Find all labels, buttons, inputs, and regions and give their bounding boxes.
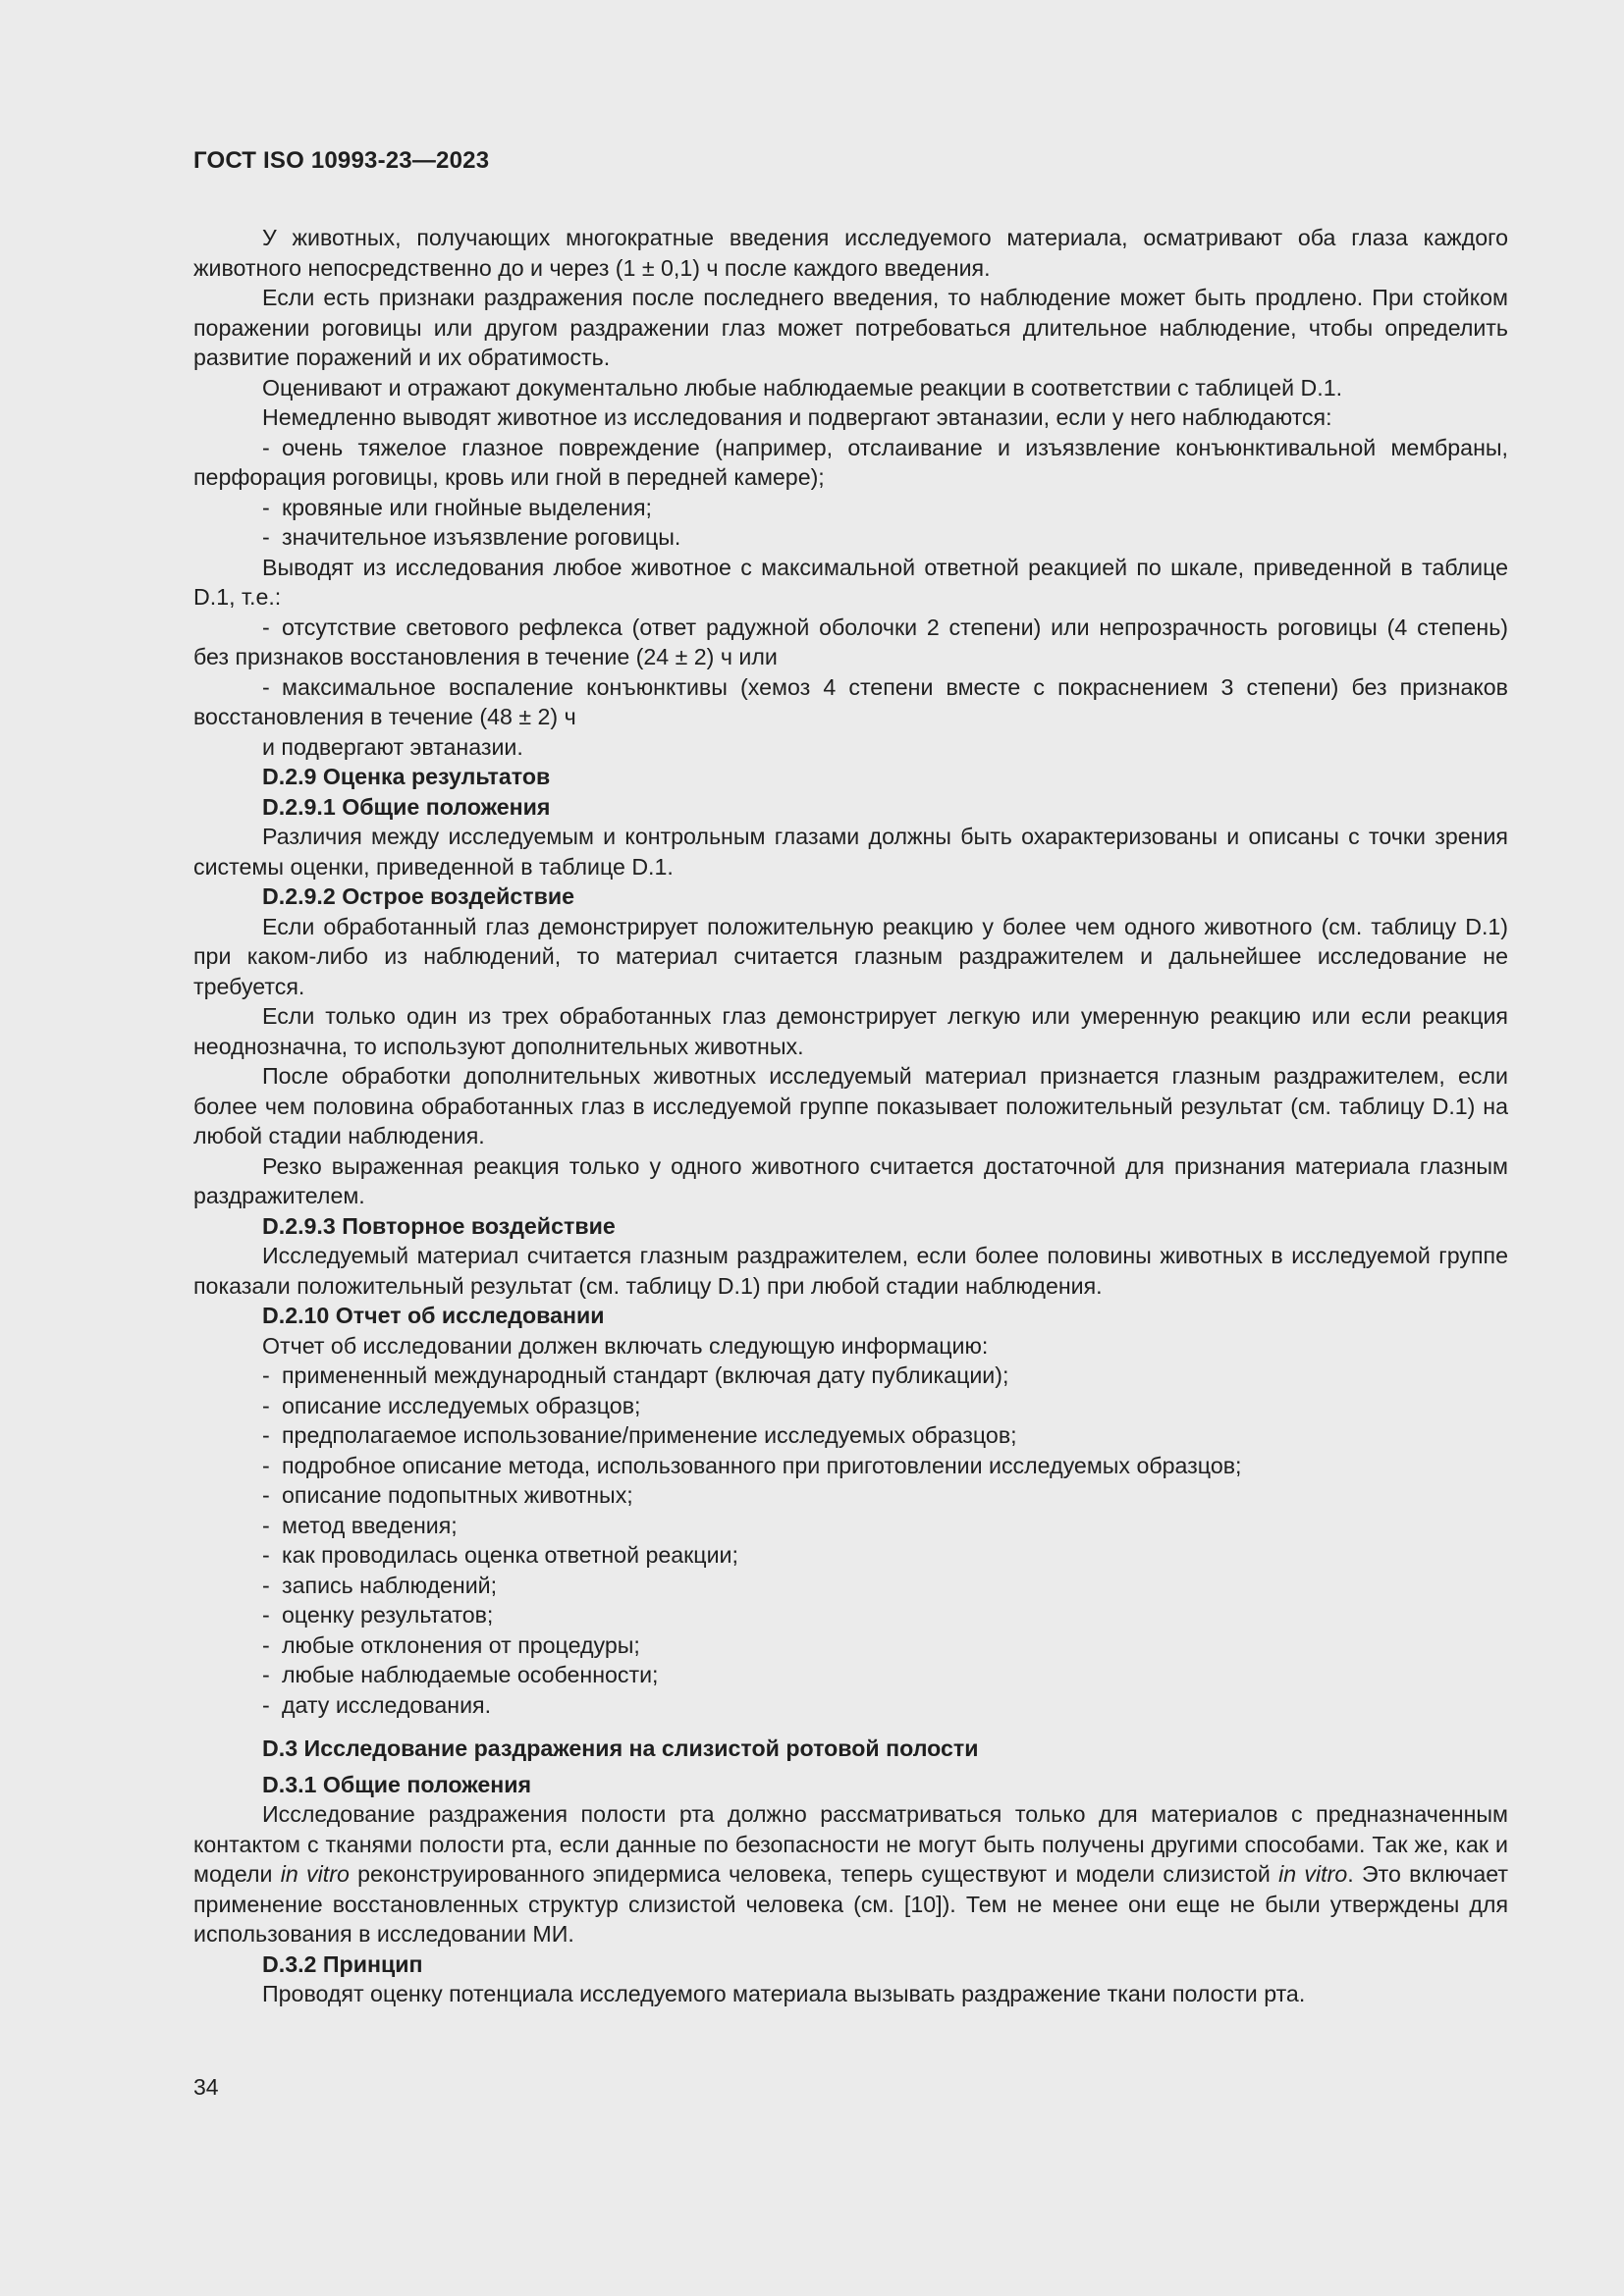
list-item: - метод введения; bbox=[262, 1512, 458, 1538]
subsection-heading: D.3.1 Общие положения bbox=[262, 1771, 532, 1797]
paragraph: Немедленно выводят животное из исследования и подвергают эвтаназии, если у него наблюдаются: bbox=[262, 404, 1332, 430]
list-item: - как проводилась оценка ответной реакции; bbox=[262, 1542, 738, 1568]
page-number: 34 bbox=[193, 2074, 219, 2100]
list-item: - описание исследуемых образцов; bbox=[262, 1392, 641, 1418]
paragraph: Резко выраженная реакция только у одного животного считается достаточной для признания материала глазным раздражителем. bbox=[193, 1152, 1508, 1208]
section-heading: D.3 Исследование раздражения на слизистой ротовой полости bbox=[262, 1735, 979, 1761]
subsection-heading: D.2.9.1 Общие положения bbox=[262, 793, 551, 820]
list-item: - любые отклонения от процедуры; bbox=[262, 1631, 640, 1658]
section-heading: D.2.9 Оценка результатов bbox=[262, 764, 551, 789]
italic-term: in vitro bbox=[280, 1861, 350, 1887]
list-item: - описание подопытных животных; bbox=[262, 1482, 633, 1508]
list-item: - значительное изъязвление роговицы. bbox=[262, 524, 681, 550]
paragraph: Исследование раздражения полости рта должно рассматриваться только для материалов с предназначенным контактом с тканями полости рта, если данные по безопасности не могут быть получены другими способами. Так же, как и модели in vitro реконструированного эпидермиса человека, теперь существуют и модели слизистой in vitro. Это включает применение восстановленных структур слизистой человека (см. [10]). Тем не менее они еще не были утверждены для использования в исследовании МИ. bbox=[193, 1801, 1508, 1947]
list-item: - подробное описание метода, использованного при приготовлении исследуемых образцов; bbox=[262, 1452, 1242, 1478]
paragraph: Если обработанный глаз демонстрирует положительную реакцию у более чем одного животного (см. таблицу D.1) при каком-либо из наблюдений, то материал считается глазным раздражителем и дальнейшее исследование не требуется. bbox=[193, 913, 1508, 999]
section-heading: D.2.10 Отчет об исследовании bbox=[262, 1303, 605, 1328]
list-item: - дату исследования. bbox=[262, 1691, 492, 1718]
standard-title: ГОСТ ISO 10993-23—2023 bbox=[193, 147, 490, 174]
paragraph: У животных, получающих многократные введения исследуемого материала, осматривают оба глаза каждого животного непосредственно до и через (1 ± 0,1) ч после каждого введения. bbox=[193, 225, 1508, 281]
paragraph: Исследуемый материал считается глазным раздражителем, если более половины животных в исследуемой группе показали положительный результат (см. таблицу D.1) при любой стадии наблюдения. bbox=[193, 1243, 1508, 1299]
paragraph: После обработки дополнительных животных исследуемый материал признается глазным раздражителем, если более чем половина обработанных глаз в исследуемой группе показывает положительный результат (см. таблицу D.1) на любой стадии наблюдения. bbox=[193, 1063, 1508, 1148]
paragraph: Различия между исследуемым и контрольным глазами должны быть охарактеризованы и описаны с точки зрения системы оценки, приведенной в таблице D.1. bbox=[193, 824, 1508, 880]
paragraph: Если есть признаки раздражения после последнего введения, то наблюдение может быть продлено. При стойком поражении роговицы или другом раздражении глаз может потребоваться длительное наблюдение, чтобы определить развитие поражений и их обратимость. bbox=[193, 285, 1508, 370]
list-item: - очень тяжелое глазное повреждение (например, отслаивание и изъязвление конъюнктивальной мембраны, перфорация роговицы, кровь или гной в передней камере); bbox=[193, 434, 1508, 490]
paragraph: Если только один из трех обработанных глаз демонстрирует легкую или умеренную реакцию или если реакция неоднозначна, то используют дополнительных животных. bbox=[193, 1003, 1508, 1059]
list-item: - максимальное воспаление конъюнктивы (хемоз 4 степени вместе с покраснением 3 степени) без признаков восстановления в течение (48 ± 2) ч bbox=[193, 673, 1508, 729]
list-item: - оценку результатов; bbox=[262, 1602, 494, 1628]
list-item: - запись наблюдений; bbox=[262, 1572, 498, 1598]
list-item: - предполагаемое использование/применение исследуемых образцов; bbox=[262, 1422, 1017, 1448]
italic-term: in vitro bbox=[1278, 1861, 1348, 1887]
subsection-heading: D.2.9.2 Острое воздействие bbox=[262, 883, 575, 909]
list-item: - отсутствие светового рефлекса (ответ радужной оболочки 2 степени) или непрозрачность роговицы (4 степень) без признаков восстановления в течение (24 ± 2) ч или bbox=[193, 614, 1508, 669]
list-item: - примененный международный стандарт (включая дату публикации); bbox=[262, 1362, 1009, 1388]
list-item: - любые наблюдаемые особенности; bbox=[262, 1662, 659, 1687]
document-body bbox=[193, 223, 1508, 2009]
paragraph-continuation: и подвергают эвтаназии. bbox=[262, 733, 523, 760]
paragraph: Оценивают и отражают документально любые наблюдаемые реакции в соответствии с таблицей D.1. bbox=[262, 374, 1343, 400]
paragraph: Отчет об исследовании должен включать следующую информацию: bbox=[262, 1332, 989, 1359]
subsection-heading: D.3.2 Принцип bbox=[262, 1950, 423, 1977]
max-reaction-list bbox=[193, 613, 1508, 732]
report-contents-list bbox=[193, 1361, 1508, 1720]
paragraph: Проводят оценку потенциала исследуемого материала вызывать раздражение ткани полости рта. bbox=[262, 1981, 1306, 2006]
paragraph: Выводят из исследования любое животное с максимальной ответной реакцией по шкале, приведенной в таблице D.1, т.е.: bbox=[193, 554, 1508, 610]
subsection-heading: D.2.9.3 Повторное воздействие bbox=[262, 1212, 616, 1239]
euthanasia-criteria-list bbox=[193, 433, 1508, 553]
list-item: - кровяные или гнойные выделения; bbox=[262, 494, 652, 520]
